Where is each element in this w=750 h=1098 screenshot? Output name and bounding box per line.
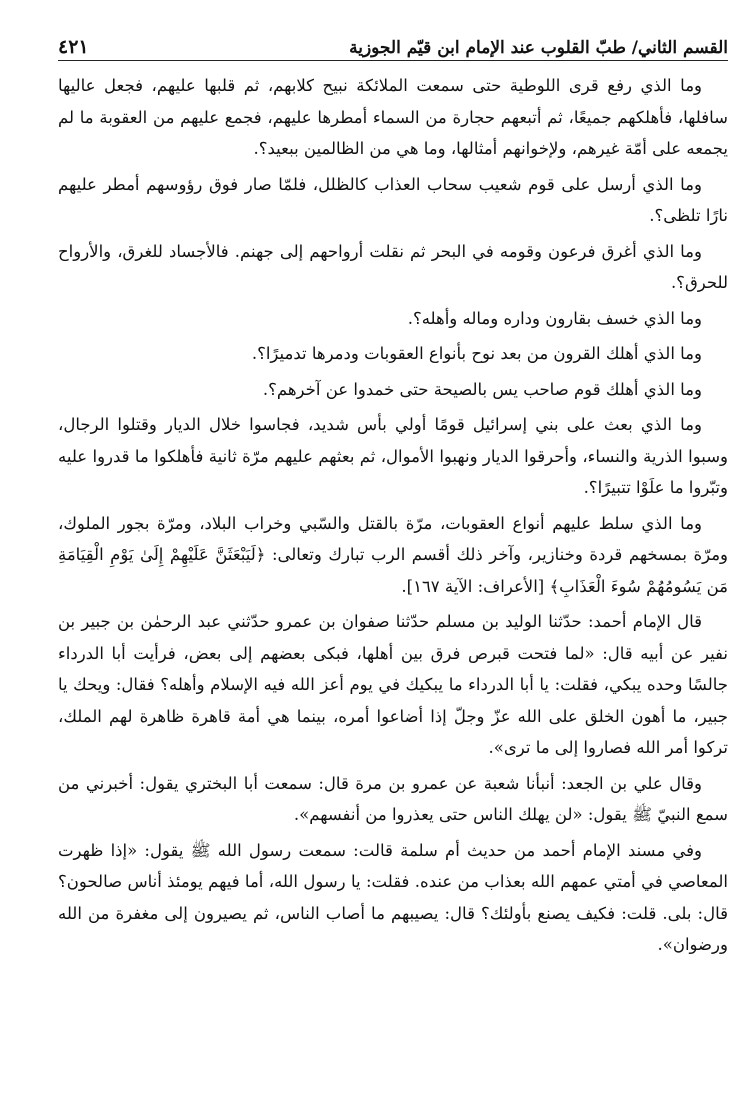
paragraph-pharaoh: وما الذي أغرق فرعون وقومه في البحر ثم نقلت أرواحهم إلى جهنم. فالأجساد للغرق، والأرواح للحرق؟. <box>58 241 728 292</box>
page-header <box>58 28 728 58</box>
paragraph-umm-salama: وفي مسند الإمام أحمد من حديث أم سلمة قالت: سمعت رسول الله ﷺ يقول: «إذا ظهرت المعاصي في أمتي عمهم الله بعذاب من عنده. فقلت: يا رسول الله، أما فيهم يومئذ أناس صالحون؟ قال: بلى. قلت: فكيف يصنع بأولئك؟ قال: يصيبهم ما أصاب الناس، ثم يصيرون إلى مغفرة من الله ورضوان». <box>58 840 728 954</box>
paragraph-ali-ibn-jaad: وقال علي بن الجعد: أنبأنا شعبة عن عمرو بن مرة قال: سمعت أبا البختري يقول: أخبرني من سمع النبيّ ﷺ يقول: «لن يهلك الناس حتى يعذروا من أنفسهم». <box>58 773 728 824</box>
paragraph-yasin-people: وما الذي أهلك قوم صاحب يس بالصيحة حتى خمدوا عن آخرهم؟. <box>262 379 702 399</box>
page-number: ٤٢١ <box>58 36 89 58</box>
paragraph-qarun: وما الذي خسف بقارون وداره وماله وأهله؟. <box>407 308 702 328</box>
header-divider <box>58 60 728 61</box>
paragraph-shuaib: وما الذي أرسل على قوم شعيب سحاب العذاب كالظلل، فلمّا صار فوق رؤوسهم أمطر عليهم نارًا تلظى؟. <box>58 174 728 225</box>
paragraph-lot-villages: وما الذي رفع قرى اللوطية حتى سمعت الملائكة نبيح كلابهم، ثم قلبها عليهم، فجعل عاليها سافلها، فأهلكهم جميعًا، ثم أتبعهم حجارة من السماء أمطرها عليهم، فجمع عليهم من العقوبة ما لم يجمعه على أمّة غيرهم، ولإخوانهم أمثالها، وما هي من الظالمين ببعيد؟. <box>58 76 728 158</box>
paragraph-punishments-quran: وما الذي سلط عليهم أنواع العقوبات، مرّة بالقتل والسّبي وخراب البلاد، ومرّة بجور الملوك، ومرّة بمسخهم قردة وخنازير، وآخر ذلك أقسم الرب تبارك وتعالى: ﴿لَيَبْعَثَنَّ عَلَيْهِمْ إِلَىٰ يَوْمِ الْقِيَامَةِ مَن يَسُومُهُمْ سُوءَ الْعَذَابِ﴾ [الأعراف: الآية ١٦٧]. <box>58 513 728 596</box>
paragraph-bani-israel: وما الذي بعث على بني إسرائيل قومًا أولي بأس شديد، فجاسوا خلال الديار وقتلوا الرجال، وسبوا الذرية والنساء، وأحرقوا الديار ونهبوا الأموال، ثم بعثهم عليهم مرّة ثانية فأهلكوا ما قدروا عليه وتبّروا ما علَوْا تتبيرًا؟. <box>58 415 728 497</box>
paragraph-nations-after-nuh: وما الذي أهلك القرون من بعد نوح بأنواع العقوبات ودمرها تدميرًا؟. <box>251 344 702 363</box>
paragraph-imam-ahmad-narration: قال الإمام أحمد: حدّثنا الوليد بن مسلم حدّثنا صفوان بن عمرو حدّثني عبد الرحمٰن بن جبير بن نفير عن أبيه قال: «لما فتحت قبرص فرق بين أهلها، فبكى بعضهم إلى بعض، فرأيت أبا الدرداء جالسًا وحده يبكي، فقلت: يا أبا الدرداء ما يبكيك في يوم أعز الله فيه الإسلام وأهله؟ فقال: ويحك يا جبير، ما أهون الخلق على الله عزّ وجلّ إذا أضاعوا أمره، بينما هي أمة قاهرة ظاهرة لهم الملك، تركوا أمر الله فصاروا إلى ما ترى». <box>58 612 728 757</box>
page-body <box>58 70 728 965</box>
running-title: القسم الثاني/ طبّ القلوب عند الإمام ابن قيّم الجوزية <box>349 38 728 58</box>
